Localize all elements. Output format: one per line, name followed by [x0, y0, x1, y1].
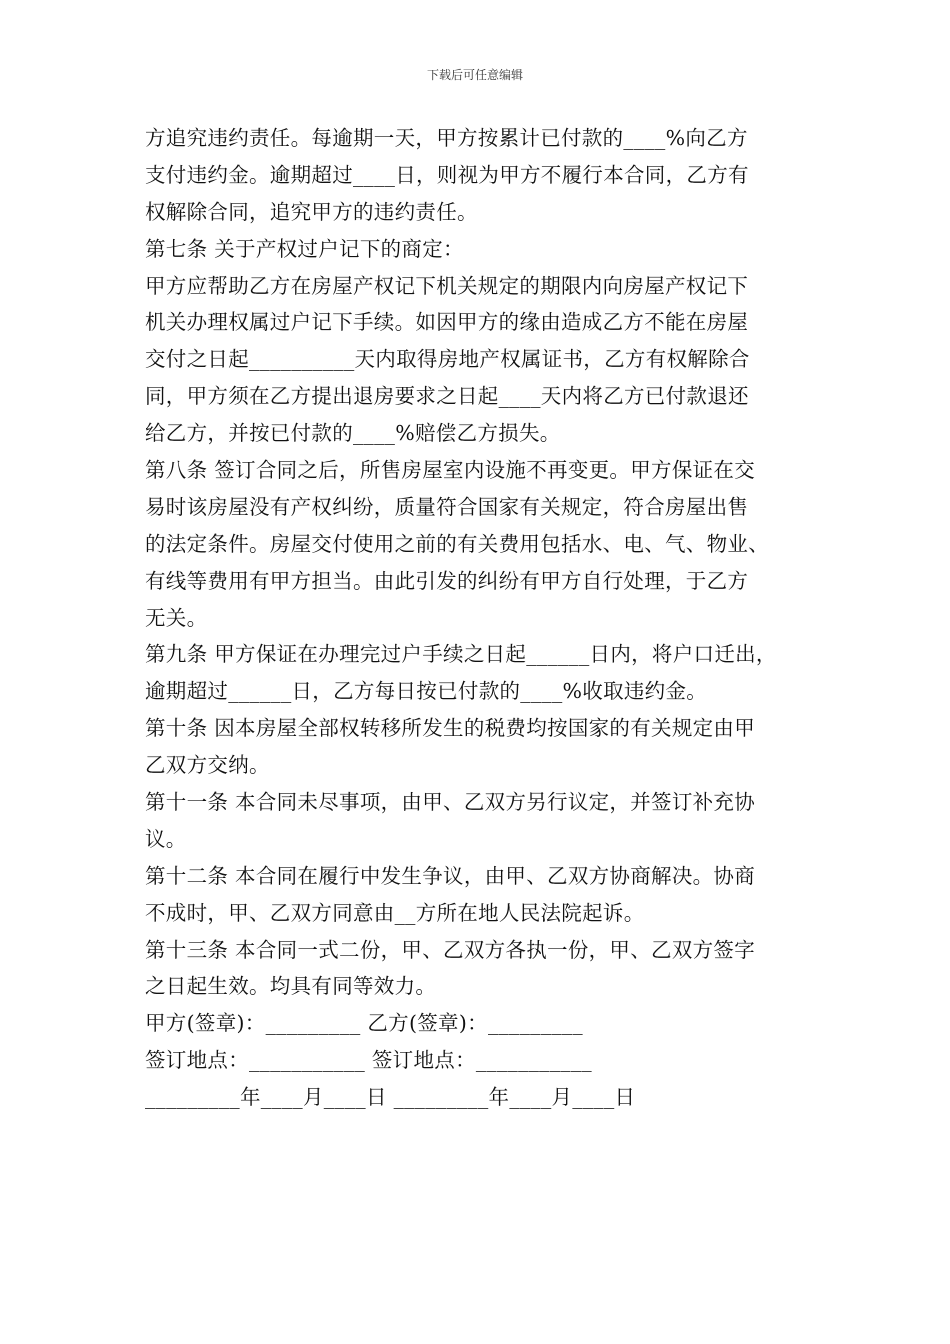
text-line: 不成时，甲、乙双方同意由__方所在地人民法院起诉。	[145, 900, 645, 925]
text-line: 之日起生效。均具有同等效力。	[145, 974, 437, 999]
text-line: 交付之日起__________天内取得房地产权属证书，乙方有权解除合	[145, 347, 750, 372]
page-header: 下载后可任意编辑	[426, 68, 523, 82]
text-line: 有线等费用有甲方担当。由此引发的纠纷有甲方自行处理，于乙方	[145, 568, 749, 593]
article-13-line: 第十三条 本合同一式二份，甲、乙双方各执一份，甲、乙双方签字	[145, 937, 756, 962]
text-line: 无关。	[145, 605, 208, 630]
text-line: 的法定条件。房屋交付使用之前的有关费用包括水、电、气、物业、	[145, 531, 769, 556]
article-7-heading: 第七条 关于产权过户记下的商定：	[145, 236, 464, 261]
text-line: 乙双方交纳。	[145, 753, 270, 778]
text-line: 权解除合同，追究甲方的违约责任。	[145, 199, 478, 224]
signing-place-line: 签订地点：___________ 签订地点：___________	[145, 1048, 592, 1073]
text-line: 议。	[145, 826, 187, 851]
contract-body	[145, 120, 835, 1116]
article-11-line: 第十一条 本合同未尽事项，由甲、乙双方另行议定，并签订补充协	[145, 790, 756, 815]
date-line: _________年____月____日 _________年____月____日	[145, 1085, 636, 1110]
text-line: 机关办理权属过户记下手续。如因甲方的缘由造成乙方不能在房屋	[145, 310, 749, 335]
article-8-line: 第八条 签订合同之后，所售房屋室内设施不再变更。甲方保证在交	[145, 458, 756, 483]
article-9-line: 第九条 甲方保证在办理完过户手续之日起______日内，将户口迁出，	[145, 642, 777, 667]
text-line: 易时该房屋没有产权纠纷，质量符合国家有关规定，符合房屋出售	[145, 494, 749, 519]
text-line: 逾期超过______日，乙方每日按已付款的____%收取违约金。	[145, 679, 708, 704]
signature-line: 甲方(签章)：_________ 乙方(签章)：_________	[145, 1011, 583, 1036]
text-line: 同，甲方须在乙方提出退房要求之日起____天内将乙方已付款退还	[145, 384, 749, 409]
text-line: 甲方应帮助乙方在房屋产权记下机关规定的期限内向房屋产权记下	[145, 273, 749, 298]
text-line: 给乙方，并按已付款的____%赔偿乙方损失。	[145, 421, 561, 446]
article-10-line: 第十条 因本房屋全部权转移所发生的税费均按国家的有关规定由甲	[145, 716, 756, 741]
article-12-line: 第十二条 本合同在履行中发生争议，由甲、乙双方协商解决。协商	[145, 863, 756, 888]
text-line: 支付违约金。逾期超过____日，则视为甲方不履行本合同，乙方有	[145, 162, 749, 187]
text-line: 方追究违约责任。每逾期一天，甲方按累计已付款的____%向乙方	[145, 126, 748, 150]
